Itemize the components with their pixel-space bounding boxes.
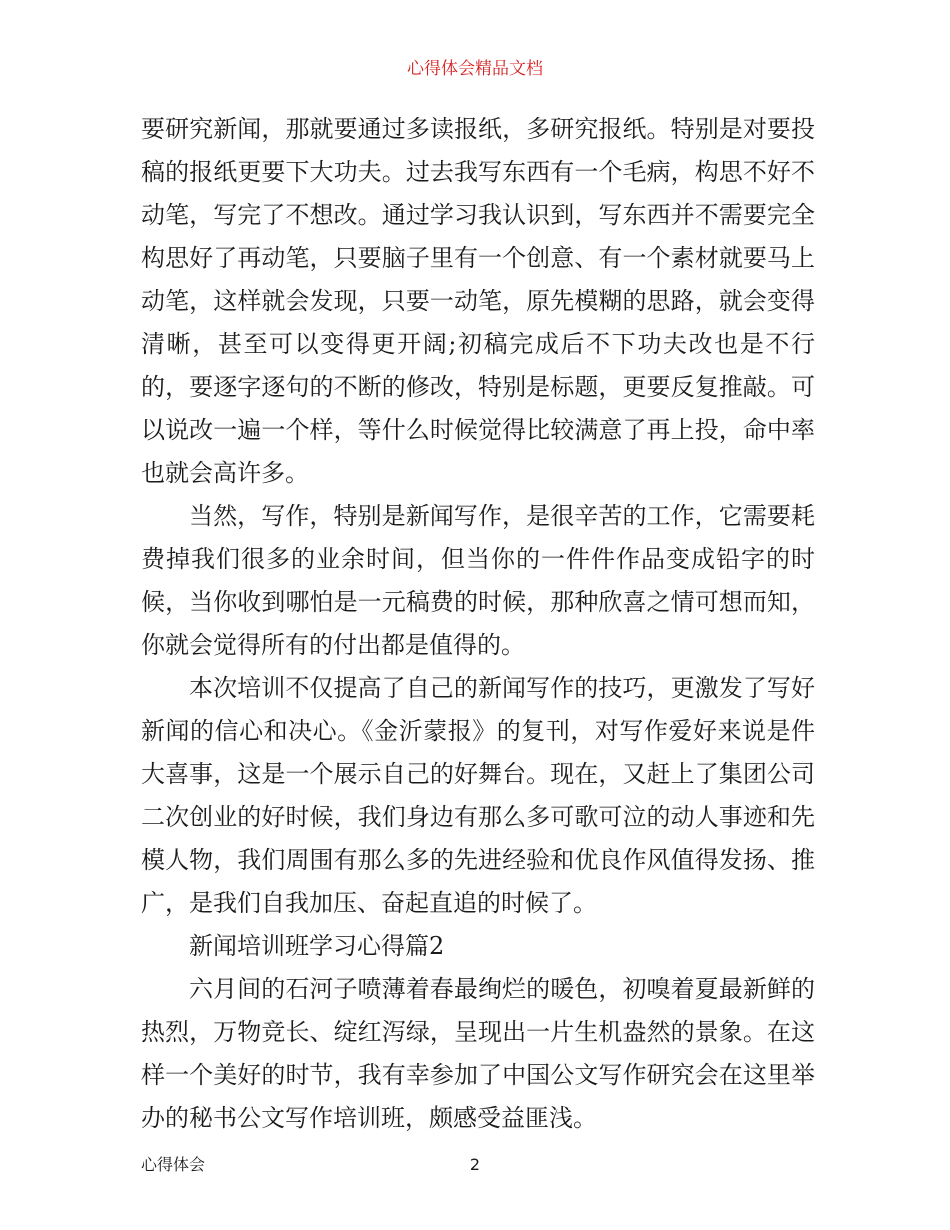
page-header-title: 心得体会精品文档 (407, 59, 543, 79)
page-footer-label: 心得体会 (141, 1155, 206, 1174)
paragraph-continued: 要研究新闻，那就要通过多读报纸，多研究报纸。特别是对要投稿的报纸更要下大功夫。过去我写东西有一个毛病，构思不好不动笔，写完了不想改。通过学习我认识到，写东西并不需要完全构思好了再动笔，只要脑子里有一个创意、有一个素材就要马上动笔，这样就会发现，只要一动笔，原先模糊的思路，就会变得清晰，甚至可以变得更开阔;初稿完成后不下功夫改也是不行的，要逐字逐句的不断的修改，特别是标题，更要反复推敲。可以说改一遍一个样，等什么时候觉得比较满意了再上投，命中率也就会高许多。 (141, 115, 815, 487)
section-heading: 新闻培训班学习心得篇2 (189, 932, 445, 960)
document-body (141, 108, 815, 1140)
paragraph: 当然，写作，特别是新闻写作，是很辛苦的工作，它需要耗费掉我们很多的业余时间，但当你的一件件作品变成铅字的时候，当你收到哪怕是一元稿费的时候，那种欣喜之情可想而知，你就会觉得所有的付出都是值得的。 (141, 502, 815, 659)
page-number: 2 (469, 1155, 481, 1174)
paragraph: 六月间的石河子喷薄着春最绚烂的暖色，初嗅着夏最新鲜的热烈，万物竞长、绽红泻绿，呈现出一片生机盎然的景象。在这样一个美好的时节，我有幸参加了中国公文写作研究会在这里举办的秘书公文写作培训班，颇感受益匪浅。 (141, 975, 815, 1132)
paragraph: 本次培训不仅提高了自己的新闻写作的技巧，更激发了写好新闻的信心和决心。《金沂蒙报》的复刊，对写作爱好来说是件大喜事，这是一个展示自己的好舞台。现在，又赶上了集团公司二次创业的好时候，我们身边有那么多可歌可泣的动人事迹和先模人物，我们周围有那么多的先进经验和优良作风值得发扬、推广，是我们自我加压、奋起直追的时候了。 (141, 674, 815, 917)
